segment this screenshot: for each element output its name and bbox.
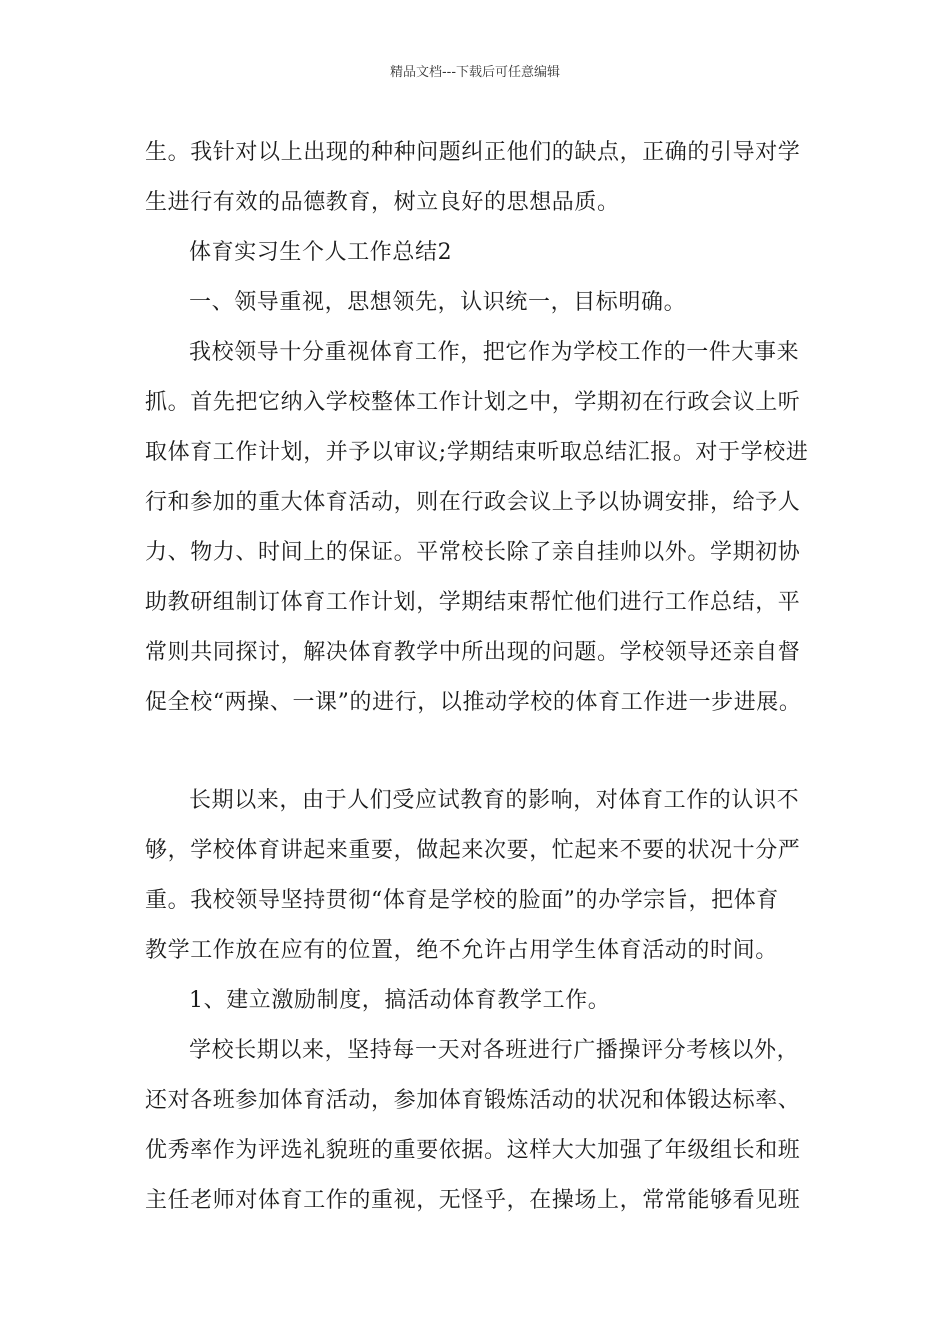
paragraph-gap [145,728,815,776]
text-line: 促全校“两操、一课”的进行，以推动学校的体育工作进一步进展。 [145,690,802,715]
text-line: 抓。首先把它纳入学校整体工作计划之中，学期初在行政会议上听 [145,390,801,415]
text-line: 我校领导十分重视体育工作，把它作为学校工作的一件大事来 [189,340,800,365]
text-line: 力、物力、时间上的保证。平常校长除了亲自挂帅以外。学期初协 [145,540,801,565]
text-line: 长期以来，由于人们受应试教育的影响，对体育工作的认识不 [189,788,800,813]
text-line: 教学工作放在应有的位置，绝不允许占用学生体育活动的时间。 [145,938,778,963]
text-line: 还对各班参加体育活动，参加体育锻炼活动的状况和体锻达标率、 [145,1088,801,1113]
page-header: 精品文档---下载后可任意编辑 [389,65,561,80]
text-line: 生进行有效的品德教育，树立良好的思想品质。 [145,190,620,215]
text-line: 够，学校体育讲起来重要，做起来次要，忙起来不要的状况十分严 [145,838,801,863]
text-line: 行和参加的重大体育活动，则在行政会议上予以协调安排，给予人 [145,490,801,515]
section-heading: 1、建立激励制度，搞活动体育教学工作。 [189,988,611,1013]
text-line: 学校长期以来，坚持每一天对各班进行广播操评分考核以外， [189,1038,800,1063]
text-line: 取体育工作计划，并予以审议;学期结束听取总结汇报。对于学校进 [145,440,809,465]
text-line: 生。我针对以上出现的种种问题纠正他们的缺点，正确的引导对学 [145,140,801,165]
document-body [145,128,815,1226]
text-line: 助教研组制订体育工作计划，学期结束帮忙他们进行工作总结，平 [145,590,801,615]
section-heading: 一、领导重视，思想领先，认识统一，目标明确。 [189,290,687,315]
text-line: 重。我校领导坚持贯彻“体育是学校的脸面”的办学宗旨，把体育 [145,888,779,913]
text-line: 优秀率作为评选礼貌班的重要依据。这样大大加强了年级组长和班 [145,1138,801,1163]
text-line: 主任老师对体育工作的重视，无怪乎，在操场上，常常能够看见班 [145,1188,801,1213]
text-line: 常则共同探讨，解决体育教学中所出现的问题。学校领导还亲自督 [145,640,801,665]
section-title: 体育实习生个人工作总结2 [189,240,453,265]
